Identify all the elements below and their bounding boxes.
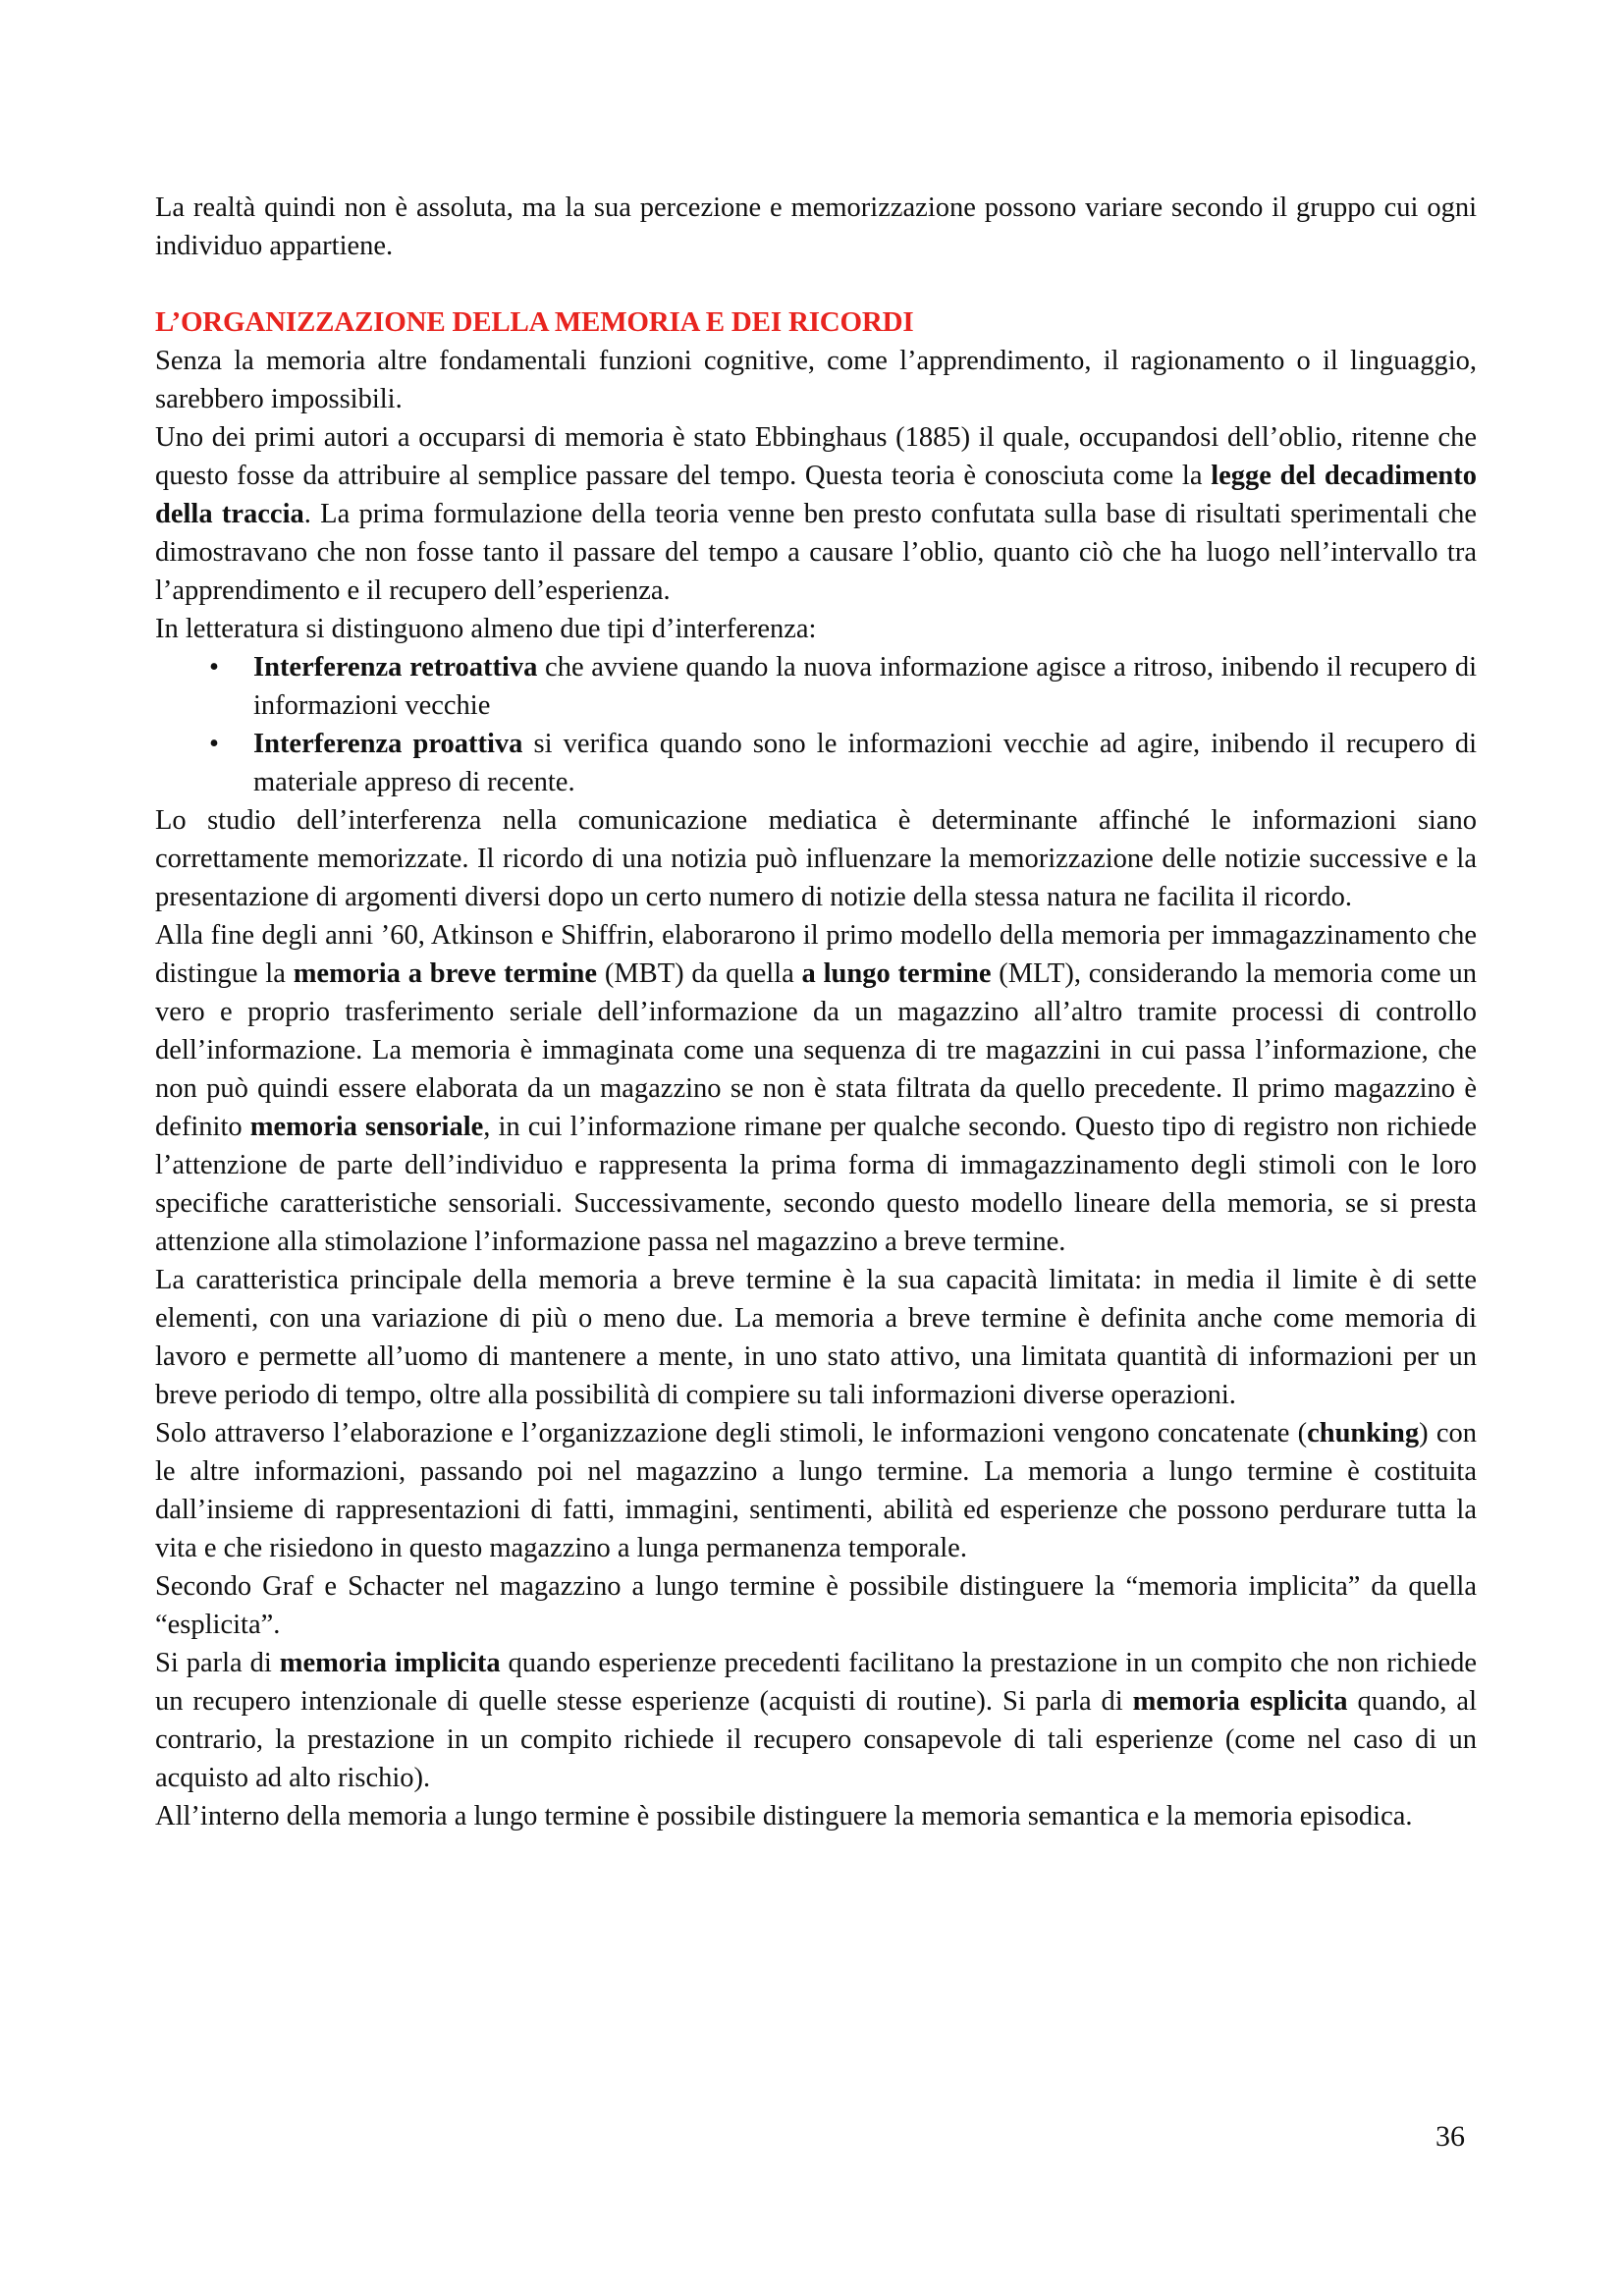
text-run: quando, al contrario, la prestazione in un compito richiede il recupero consapevole di tali esperienze (come nel caso di un acquisto ad alto rischio).	[155, 1686, 1478, 1793]
term-decadimento-traccia: legge del decadimento della traccia	[155, 461, 1477, 529]
section-heading: L’ORGANIZZAZIONE DELLA MEMORIA E DEI RICORDI	[155, 306, 914, 338]
text-run: Uno dei primi autori a occuparsi di memoria è stato Ebbinghaus (1885) il quale, occupandosi dell’oblio, ritenne che questo fosse da attribuire al semplice passare del tempo. Questa teoria è conosciuta come la	[155, 422, 1477, 491]
text-run: (MLT), considerando la memoria come un vero e proprio trasferimento seriale dell’informazione da un magazzino all’altro tramite processi di controllo dell’informazione. La memoria è immaginata come una sequenza di tre magazzini in cui passa l’informazione, che non può quindi essere elaborata da un magazzino se non è stata filtrata da quello precedente. Il primo magazzino è definito	[155, 958, 1477, 1142]
paragraph-implicit-explicit	[155, 1644, 1477, 1797]
term-implicita: memoria implicita	[279, 1648, 501, 1678]
term-proattiva: Interferenza proattiva	[253, 729, 523, 759]
paragraph-short-term: La caratteristica principale della memoria a breve termine è la sua capacità limitata: in media il limite è di sette elementi, con una variazione di più o meno due. La memoria a breve termine è definita anche come memoria di lavoro e permette all’uomo di mantenere a mente, in uno stato attivo, una limitata quantità di informazioni per un breve periodo di tempo, oltre alla possibilità di compiere su tali informazioni diverse operazioni.	[155, 1265, 1477, 1410]
text-run: . La prima formulazione della teoria venne ben presto confutata sulla base di risultati sperimentali che dimostravano che non fosse tanto il passare del tempo a causare l’oblio, quanto ciò che ha luogo nell’intervallo tra l’apprendimento e il recupero dell’esperienza.	[155, 499, 1477, 606]
term-retroattiva: Interferenza retroattiva	[253, 652, 538, 683]
term-esplicita: memoria esplicita	[1132, 1686, 1348, 1717]
list-item-retroattiva	[209, 648, 1477, 725]
paragraph-ebbinghaus	[155, 418, 1477, 610]
paragraph-memory-functions: Senza la memoria altre fondamentali funzioni cognitive, come l’apprendimento, il ragionamento o il linguaggio, sarebbero impossibili.	[155, 346, 1477, 414]
bullet-icon: •	[209, 729, 219, 759]
list-item-proattiva	[209, 725, 1477, 801]
term-breve-termine: memoria a breve termine	[293, 958, 598, 989]
text-run: Solo attraverso l’elaborazione e l’organizzazione degli stimoli, le informazioni vengono concatenate (	[155, 1418, 1308, 1449]
page-number: 36	[1435, 2120, 1465, 2153]
bullet-icon: •	[209, 652, 219, 683]
term-chunking: chunking	[1307, 1418, 1420, 1449]
paragraph-chunking	[155, 1414, 1477, 1567]
text-run: quando esperienze precedenti facilitano la prestazione in un compito che non richiede un recupero intenzionale di quelle stesse esperienze (acquisti di routine). Si parla di	[155, 1648, 1477, 1717]
paragraph-interference-intro: In letteratura si distinguono almeno due tipi d’interferenza:	[155, 614, 817, 644]
interference-list	[155, 648, 1477, 801]
intro-paragraph: La realtà quindi non è assoluta, ma la sua percezione e memorizzazione possono variare secondo il gruppo cui ogni individuo appartiene.	[155, 192, 1477, 261]
text-run: (MBT) da quella	[597, 958, 802, 989]
text-run: , in cui l’informazione rimane per qualche secondo. Questo tipo di registro non richiede l’attenzione de parte dell’individuo e rappresenta la prima forma di immagazzinamento degli stimoli con le loro specifiche caratteristiche sensoriali. Successivamente, secondo questo modello lineare della memoria, se si presta attenzione alla stimolazione l’informazione passa nel magazzino a breve termine.	[155, 1112, 1477, 1257]
text-run: Alla fine degli anni ’60, Atkinson e Shiffrin, elaborarono il primo modello della memoria per immagazzinamento che distingue la	[155, 920, 1477, 989]
page-body	[155, 189, 1477, 1835]
paragraph-semantic-episodic: All’interno della memoria a lungo termine è possibile distinguere la memoria semantica e la memoria episodica.	[155, 1801, 1413, 1831]
paragraph-atkinson-shiffrin	[155, 916, 1477, 1261]
text-run: si verifica quando sono le informazioni vecchie ad agire, inibendo il recupero di materiale appreso di recente.	[253, 729, 1477, 797]
paragraph-graf-schacter: Secondo Graf e Schacter nel magazzino a lungo termine è possibile distinguere la “memoria implicita” da quella “esplicita”.	[155, 1571, 1477, 1640]
paragraph-media-interference: Lo studio dell’interferenza nella comunicazione mediatica è determinante affinché le informazioni siano correttamente memorizzate. Il ricordo di una notizia può influenzare la memorizzazione delle notizie successive e la presentazione di argomenti diversi dopo un certo numero di notizie della stessa natura ne facilita il ricordo.	[155, 805, 1477, 912]
term-lungo-termine: a lungo termine	[801, 958, 992, 989]
term-sensoriale: memoria sensoriale	[249, 1112, 484, 1142]
text-run: ) con le altre informazioni, passando poi nel magazzino a lungo termine. La memoria a lungo termine è costituita dall’insieme di rappresentazioni di fatti, immagini, sentimenti, abilità ed esperienze che possono perdurare tutta la vita e che risiedono in questo magazzino a lunga permanenza temporale.	[155, 1418, 1478, 1563]
text-run: che avviene quando la nuova informazione agisce a ritroso, inibendo il recupero di informazioni vecchie	[253, 652, 1477, 721]
text-run: Si parla di	[155, 1648, 280, 1678]
